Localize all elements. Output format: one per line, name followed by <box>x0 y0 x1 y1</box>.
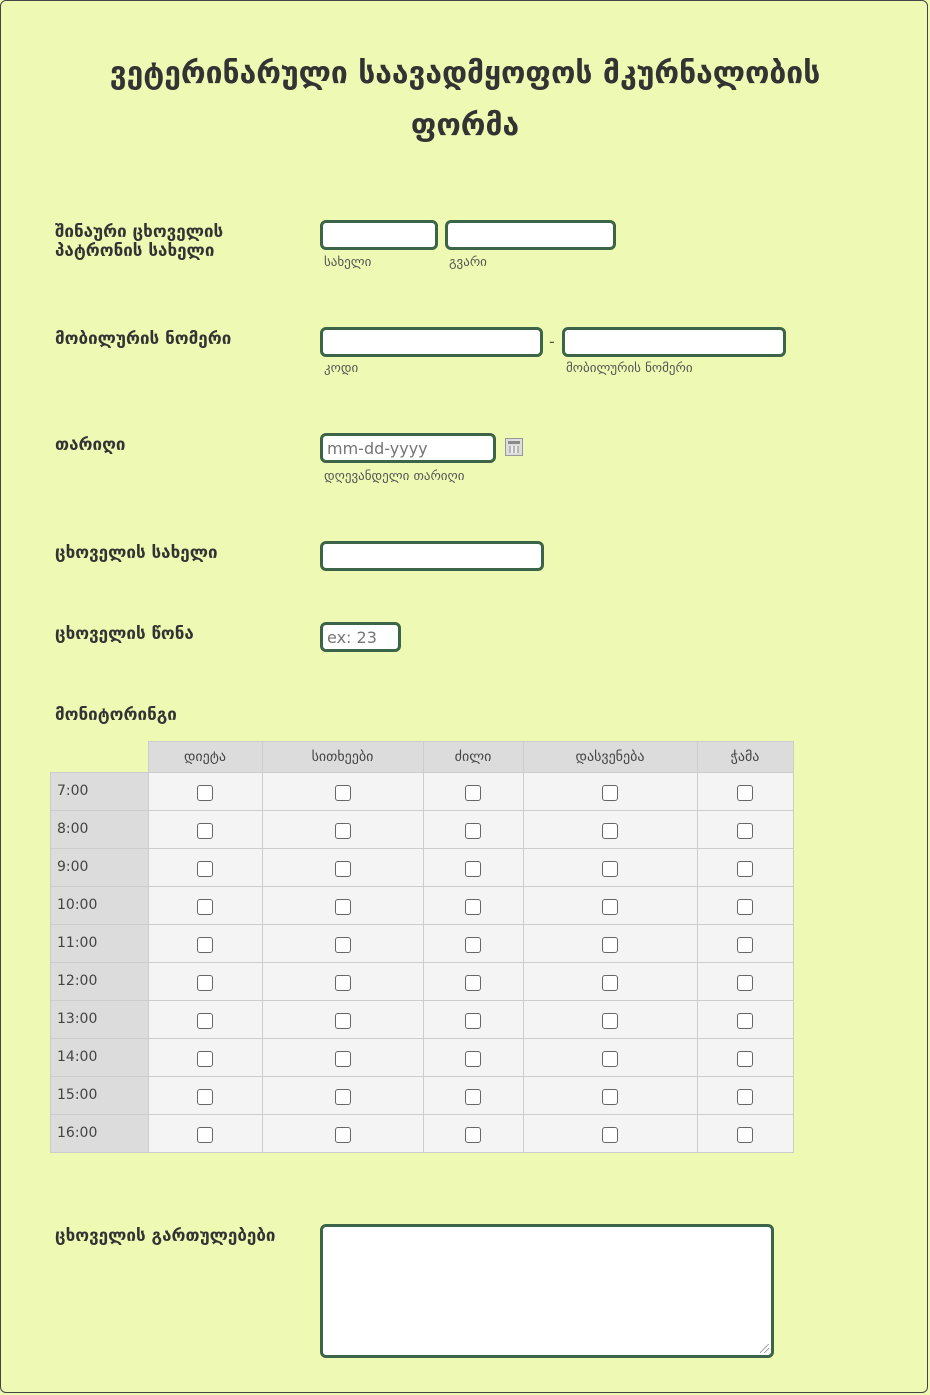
table-cell <box>262 887 423 925</box>
table-cell <box>148 887 262 925</box>
monitoring-checkbox[interactable] <box>602 861 618 877</box>
monitoring-checkbox[interactable] <box>465 975 481 991</box>
monitoring-checkbox[interactable] <box>737 937 753 953</box>
table-cell <box>423 849 523 887</box>
table-row <box>51 925 794 963</box>
monitoring-checkbox[interactable] <box>197 823 213 839</box>
table-cell <box>697 1039 793 1077</box>
table-cell <box>423 1001 523 1039</box>
monitoring-checkbox[interactable] <box>602 937 618 953</box>
table-cell <box>148 1115 262 1153</box>
monitoring-checkbox[interactable] <box>465 899 481 915</box>
monitoring-checkbox[interactable] <box>737 785 753 801</box>
row-header: 13:00 <box>51 1001 149 1039</box>
monitoring-checkbox[interactable] <box>335 861 351 877</box>
row-header: 9:00 <box>51 849 149 887</box>
monitoring-checkbox[interactable] <box>737 861 753 877</box>
table-row <box>51 773 794 811</box>
table-cell <box>523 773 697 811</box>
table-cell <box>523 1001 697 1039</box>
phone-number-sublabel: მობილურის ნომერი <box>566 361 693 376</box>
complications-textarea[interactable] <box>320 1224 774 1358</box>
table-cell <box>523 811 697 849</box>
monitoring-checkbox[interactable] <box>197 899 213 915</box>
column-header: სითხეები <box>262 742 423 773</box>
table-cell <box>148 1077 262 1115</box>
table-cell <box>697 963 793 1001</box>
monitoring-checkbox[interactable] <box>465 1013 481 1029</box>
monitoring-checkbox[interactable] <box>335 899 351 915</box>
table-cell <box>148 1039 262 1077</box>
table-cell <box>523 925 697 963</box>
table-cell <box>262 811 423 849</box>
monitoring-checkbox[interactable] <box>602 975 618 991</box>
table-cell <box>148 773 262 811</box>
date-input[interactable] <box>320 433 496 463</box>
monitoring-checkbox[interactable] <box>602 899 618 915</box>
table-cell <box>697 925 793 963</box>
table-cell <box>148 925 262 963</box>
row-header: 10:00 <box>51 887 149 925</box>
monitoring-checkbox[interactable] <box>737 1013 753 1029</box>
table-cell <box>262 1115 423 1153</box>
monitoring-checkbox[interactable] <box>465 823 481 839</box>
table-cell <box>262 849 423 887</box>
date-label: თარიღი <box>55 435 126 455</box>
column-header: ჭამა <box>697 742 793 773</box>
monitoring-checkbox[interactable] <box>465 861 481 877</box>
row-header: 15:00 <box>51 1077 149 1115</box>
row-header: 7:00 <box>51 773 149 811</box>
row-header: 16:00 <box>51 1115 149 1153</box>
table-row <box>51 1039 794 1077</box>
monitoring-checkbox[interactable] <box>197 785 213 801</box>
monitoring-checkbox[interactable] <box>737 1127 753 1143</box>
complications-label: ცხოველის გართულებები <box>55 1226 276 1246</box>
monitoring-checkbox[interactable] <box>465 1127 481 1143</box>
table-row <box>51 811 794 849</box>
table-cell <box>423 887 523 925</box>
monitoring-checkbox[interactable] <box>602 785 618 801</box>
monitoring-checkbox[interactable] <box>602 823 618 839</box>
monitoring-checkbox[interactable] <box>197 975 213 991</box>
owner-first-name-sublabel: სახელი <box>324 255 372 270</box>
table-cell <box>523 1039 697 1077</box>
monitoring-checkbox[interactable] <box>602 1013 618 1029</box>
table-row <box>51 1115 794 1153</box>
monitoring-checkbox[interactable] <box>737 1089 753 1105</box>
monitoring-table <box>50 741 794 1153</box>
table-corner <box>51 742 149 773</box>
row-header: 8:00 <box>51 811 149 849</box>
monitoring-checkbox[interactable] <box>465 785 481 801</box>
monitoring-checkbox[interactable] <box>197 1051 213 1067</box>
table-row <box>51 849 794 887</box>
table-row <box>51 1077 794 1115</box>
owner-name-label: შინაური ცხოველის პატრონის სახელი <box>55 222 224 261</box>
monitoring-checkbox[interactable] <box>335 975 351 991</box>
monitoring-checkbox[interactable] <box>602 1089 618 1105</box>
phone-number-input[interactable] <box>562 327 786 357</box>
monitoring-checkbox[interactable] <box>197 1089 213 1105</box>
monitoring-checkbox[interactable] <box>335 1127 351 1143</box>
monitoring-checkbox[interactable] <box>335 785 351 801</box>
form-title: ვეტერინარული საავადმყოფოს მკურნალობის ფორმა <box>109 56 821 143</box>
column-header: დიეტა <box>148 742 262 773</box>
table-cell <box>697 1115 793 1153</box>
table-cell <box>262 1039 423 1077</box>
monitoring-checkbox[interactable] <box>197 861 213 877</box>
table-cell <box>148 1001 262 1039</box>
table-cell <box>697 887 793 925</box>
table-cell <box>423 1115 523 1153</box>
row-header: 14:00 <box>51 1039 149 1077</box>
row-header: 12:00 <box>51 963 149 1001</box>
table-cell <box>423 1077 523 1115</box>
phone-code-sublabel: კოდი <box>324 361 359 376</box>
phone-label: მობილურის ნომერი <box>55 329 232 349</box>
monitoring-checkbox[interactable] <box>335 1013 351 1029</box>
table-cell <box>423 963 523 1001</box>
phone-separator: - <box>549 332 555 351</box>
table-cell <box>148 849 262 887</box>
pet-weight-input[interactable] <box>320 622 401 652</box>
row-header: 11:00 <box>51 925 149 963</box>
monitoring-checkbox[interactable] <box>465 937 481 953</box>
monitoring-checkbox[interactable] <box>197 1127 213 1143</box>
monitoring-checkbox[interactable] <box>602 1051 618 1067</box>
monitoring-checkbox[interactable] <box>465 1089 481 1105</box>
monitoring-checkbox[interactable] <box>335 1051 351 1067</box>
monitoring-checkbox[interactable] <box>737 899 753 915</box>
table-cell <box>262 1001 423 1039</box>
date-sublabel: დღევანდელი თარიღი <box>324 469 465 484</box>
monitoring-checkbox[interactable] <box>335 823 351 839</box>
monitoring-checkbox[interactable] <box>602 1127 618 1143</box>
table-cell <box>262 773 423 811</box>
table-cell <box>423 773 523 811</box>
monitoring-checkbox[interactable] <box>737 823 753 839</box>
table-cell <box>523 849 697 887</box>
monitoring-checkbox[interactable] <box>335 1089 351 1105</box>
table-row <box>51 963 794 1001</box>
table-cell <box>423 1039 523 1077</box>
monitoring-checkbox[interactable] <box>737 1051 753 1067</box>
monitoring-checkbox[interactable] <box>335 937 351 953</box>
monitoring-label: მონიტორინგი <box>55 705 177 725</box>
table-cell <box>262 963 423 1001</box>
table-cell <box>423 925 523 963</box>
table-cell <box>262 925 423 963</box>
pet-weight-label: ცხოველის წონა <box>55 624 194 644</box>
monitoring-checkbox[interactable] <box>197 1013 213 1029</box>
monitoring-checkbox[interactable] <box>197 937 213 953</box>
column-header: დასვენება <box>523 742 697 773</box>
resize-grip-icon[interactable] <box>760 1344 769 1353</box>
monitoring-checkbox[interactable] <box>737 975 753 991</box>
owner-last-name-input[interactable] <box>445 220 616 250</box>
table-cell <box>697 1077 793 1115</box>
pet-name-input[interactable] <box>320 541 544 571</box>
table-cell <box>423 811 523 849</box>
table-cell <box>523 887 697 925</box>
table-cell <box>523 1115 697 1153</box>
monitoring-checkbox[interactable] <box>465 1051 481 1067</box>
table-row <box>51 887 794 925</box>
column-header: ძილი <box>423 742 523 773</box>
owner-first-name-input[interactable] <box>320 220 438 250</box>
table-cell <box>697 849 793 887</box>
table-cell <box>697 811 793 849</box>
table-cell <box>262 1077 423 1115</box>
table-cell <box>148 963 262 1001</box>
table-cell <box>523 963 697 1001</box>
table-cell <box>148 811 262 849</box>
calendar-icon[interactable] <box>505 438 523 456</box>
table-row <box>51 1001 794 1039</box>
table-cell <box>697 773 793 811</box>
phone-code-input[interactable] <box>320 327 543 357</box>
pet-name-label: ცხოველის სახელი <box>55 543 218 563</box>
owner-last-name-sublabel: გვარი <box>449 255 487 270</box>
table-cell <box>697 1001 793 1039</box>
table-cell <box>523 1077 697 1115</box>
